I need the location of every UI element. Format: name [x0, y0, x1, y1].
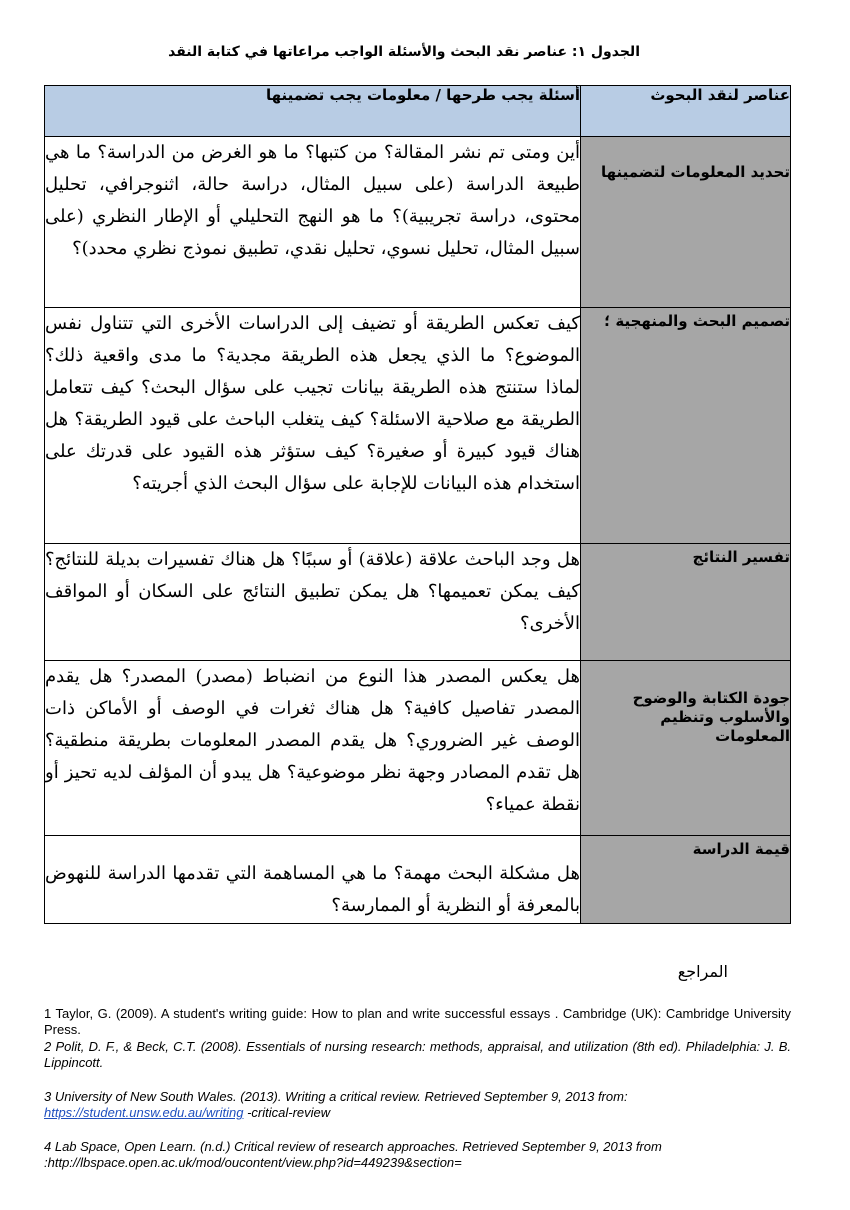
table-header-row [45, 86, 791, 137]
reference-link[interactable]: https://student.unsw.edu.au/writing [44, 1105, 244, 1120]
reference-item [44, 1089, 791, 1121]
header-elements: عناصر لنقد البحوث [581, 86, 791, 137]
critique-table [44, 85, 791, 924]
reference-item: 1 Taylor, G. (2009). A student's writing guide: How to plan and write successful essays . Cambridge (UK): Cambridge University Press. [44, 1006, 791, 1037]
page-title: الجدول ١: عناصر نقد البحث والأسئلة الواجب مراعاتها في كتابة النقد [168, 44, 640, 60]
reference-text: 4 Lab Space, Open Learn. (n.d.) Critical review of research approaches. Retrieved September 9, 2013 from [44, 1139, 662, 1154]
reference-link-suffix: -critical-review [243, 1105, 331, 1120]
reference-url: :http://lbspace.open.ac.uk/mod/oucontent/view.php?id=449239&section= [44, 1155, 462, 1170]
table-row [45, 661, 791, 836]
row-questions-text: أين ومتى تم نشر المقالة؟ من كتبها؟ ما هو الغرض من الدراسة؟ ما هي طبيعة الدراسة (على سبيل المثال، دراسة حالة، اثنوجرافي، تحليل محتوى، دراسة تجريبية)؟ ما هو النهج التحليلي أو الإطار النظري (على سبيل المثال، تحليل نسوي، تحليل نقدي، تطبيق نموذج نظري محدد)؟ [45, 137, 581, 308]
table-row [45, 544, 791, 661]
row-questions-text: هل مشكلة البحث مهمة؟ ما هي المساهمة التي تقدمها الدراسة للنهوض بالمعرفة أو النظرية أو الممارسة؟ [45, 836, 581, 924]
table-row [45, 137, 791, 308]
table-row [45, 836, 791, 924]
row-element-label: تصميم البحث والمنهجية ؛ [581, 308, 791, 544]
table-row [45, 308, 791, 544]
row-element-label: قيمة الدراسة [581, 836, 791, 924]
header-questions: أسئلة يجب طرحها / معلومات يجب تضمينها [45, 86, 581, 137]
row-element-label: تحديد المعلومات لتضمينها [581, 137, 791, 308]
reference-item: 2 Polit, D. F., & Beck, C.T. (2008). Essentials of nursing research: methods, appraisal, and utilization (8th ed). Philadelphia: J. B. Lippincott. [44, 1039, 791, 1070]
row-element-label: جودة الكتابة والوضوح والأسلوب وتنظيم المعلومات [581, 661, 791, 836]
references-title: المراجع [677, 962, 728, 981]
row-questions-text: هل وجد الباحث علاقة (علاقة) أو سببًا؟ هل هناك تفسيرات بديلة للنتائج؟ كيف يمكن تعميمها؟ هل يمكن تطبيق النتائج على السكان أو المواقف الأخرى؟ [45, 544, 581, 661]
row-questions-text: هل يعكس المصدر هذا النوع من انضباط (مصدر) المصدر؟ هل يقدم المصدر تفاصيل كافية؟ هل هناك ثغرات في الوصف أو الأماكن ذات الوصف غير الضروري؟ هل يقدم المصدر المعلومات بطريقة منطقية؟ هل تقدم المصادر وجهة نظر موضوعية؟ هل يبدو أن المؤلف لديه تحيز أو نقطة عمياء؟ [45, 661, 581, 836]
reference-text: 3 University of New South Wales. (2013). Writing a critical review. Retrieved September 9, 2013 from: [44, 1089, 628, 1104]
reference-item [44, 1139, 791, 1171]
row-questions-text: كيف تعكس الطريقة أو تضيف إلى الدراسات الأخرى التي تتناول نفس الموضوع؟ ما الذي يجعل هذه الطريقة مجدية؟ ما مدى واقعية ذلك؟ لماذا ستنتج هذه الطريقة بيانات تجيب على سؤال البحث؟ كيف تتعامل الطريقة مع صلاحية الاسئلة؟ كيف يتغلب الباحث على قيود الطريقة؟ هل هناك قيود كبيرة أو صغيرة؟ كيف ستؤثر هذه القيود على قدرتك على استخدام هذه البيانات للإجابة على سؤال البحث الذي أجريته؟ [45, 308, 581, 544]
row-element-label: تفسير النتائج [581, 544, 791, 661]
